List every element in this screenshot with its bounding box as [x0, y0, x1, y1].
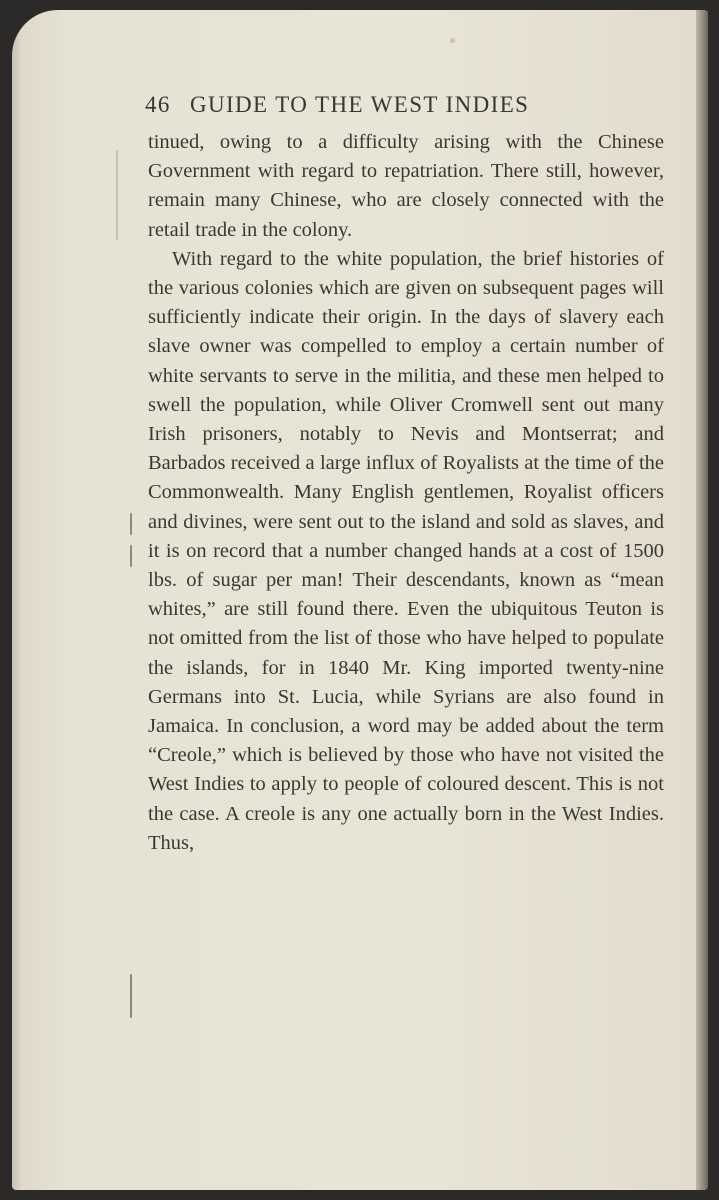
margin-mark [130, 974, 132, 1018]
book-page [12, 10, 708, 1190]
paragraph: tinued, owing to a difficulty arising with the Chinese Government with regard to repatriation. There still, however, remain many Chinese, who are closely connected with the retail trade in the colony. [148, 131, 664, 241]
margin-mark [130, 513, 132, 535]
book-binding-edge [696, 10, 708, 1190]
margin-mark [130, 545, 132, 567]
body-text [148, 128, 664, 858]
running-title: GUIDE TO THE WEST INDIES [189, 92, 530, 117]
paper-speck [450, 38, 455, 43]
paragraph: With regard to the white population, the brief histories of the various colonies which are given on subsequent pages will sufficiently indicate their origin. In the days of slavery each slave owner was compelled to employ a certain number of white servants to serve in the militia, and these men helped to swell the population, while Oliver Cromwell sent out many Irish prisoners, notably to Nevis and Montserrat; and Barbados received a large influx of Royalists at the time of the Commonwealth. Many English gentlemen, Royalist officers and divines, were sent out to the island and sold as slaves, and it is on record that a number changed hands at a cost of 1500 lbs. of sugar per man! Their descendants, known as “mean whites,” are still found there. Even the ubiquitous Teuton is not omitted from the list of those who have helped to populate the islands, for in 1840 Mr. King imported twenty-nine Germans into St. Lucia, while Syrians are also found in Jamaica. In conclusion, a word may be added about the term “Creole,” which is believed by those who have not visited the West Indies to apply to people of coloured descent. This is not the case. A creole is any one actually born in the West Indies. Thus, [148, 247, 664, 854]
page-edge-shadow [12, 10, 22, 1190]
page-number: 46 [145, 92, 171, 117]
margin-mark [116, 150, 118, 240]
running-header [145, 92, 625, 118]
